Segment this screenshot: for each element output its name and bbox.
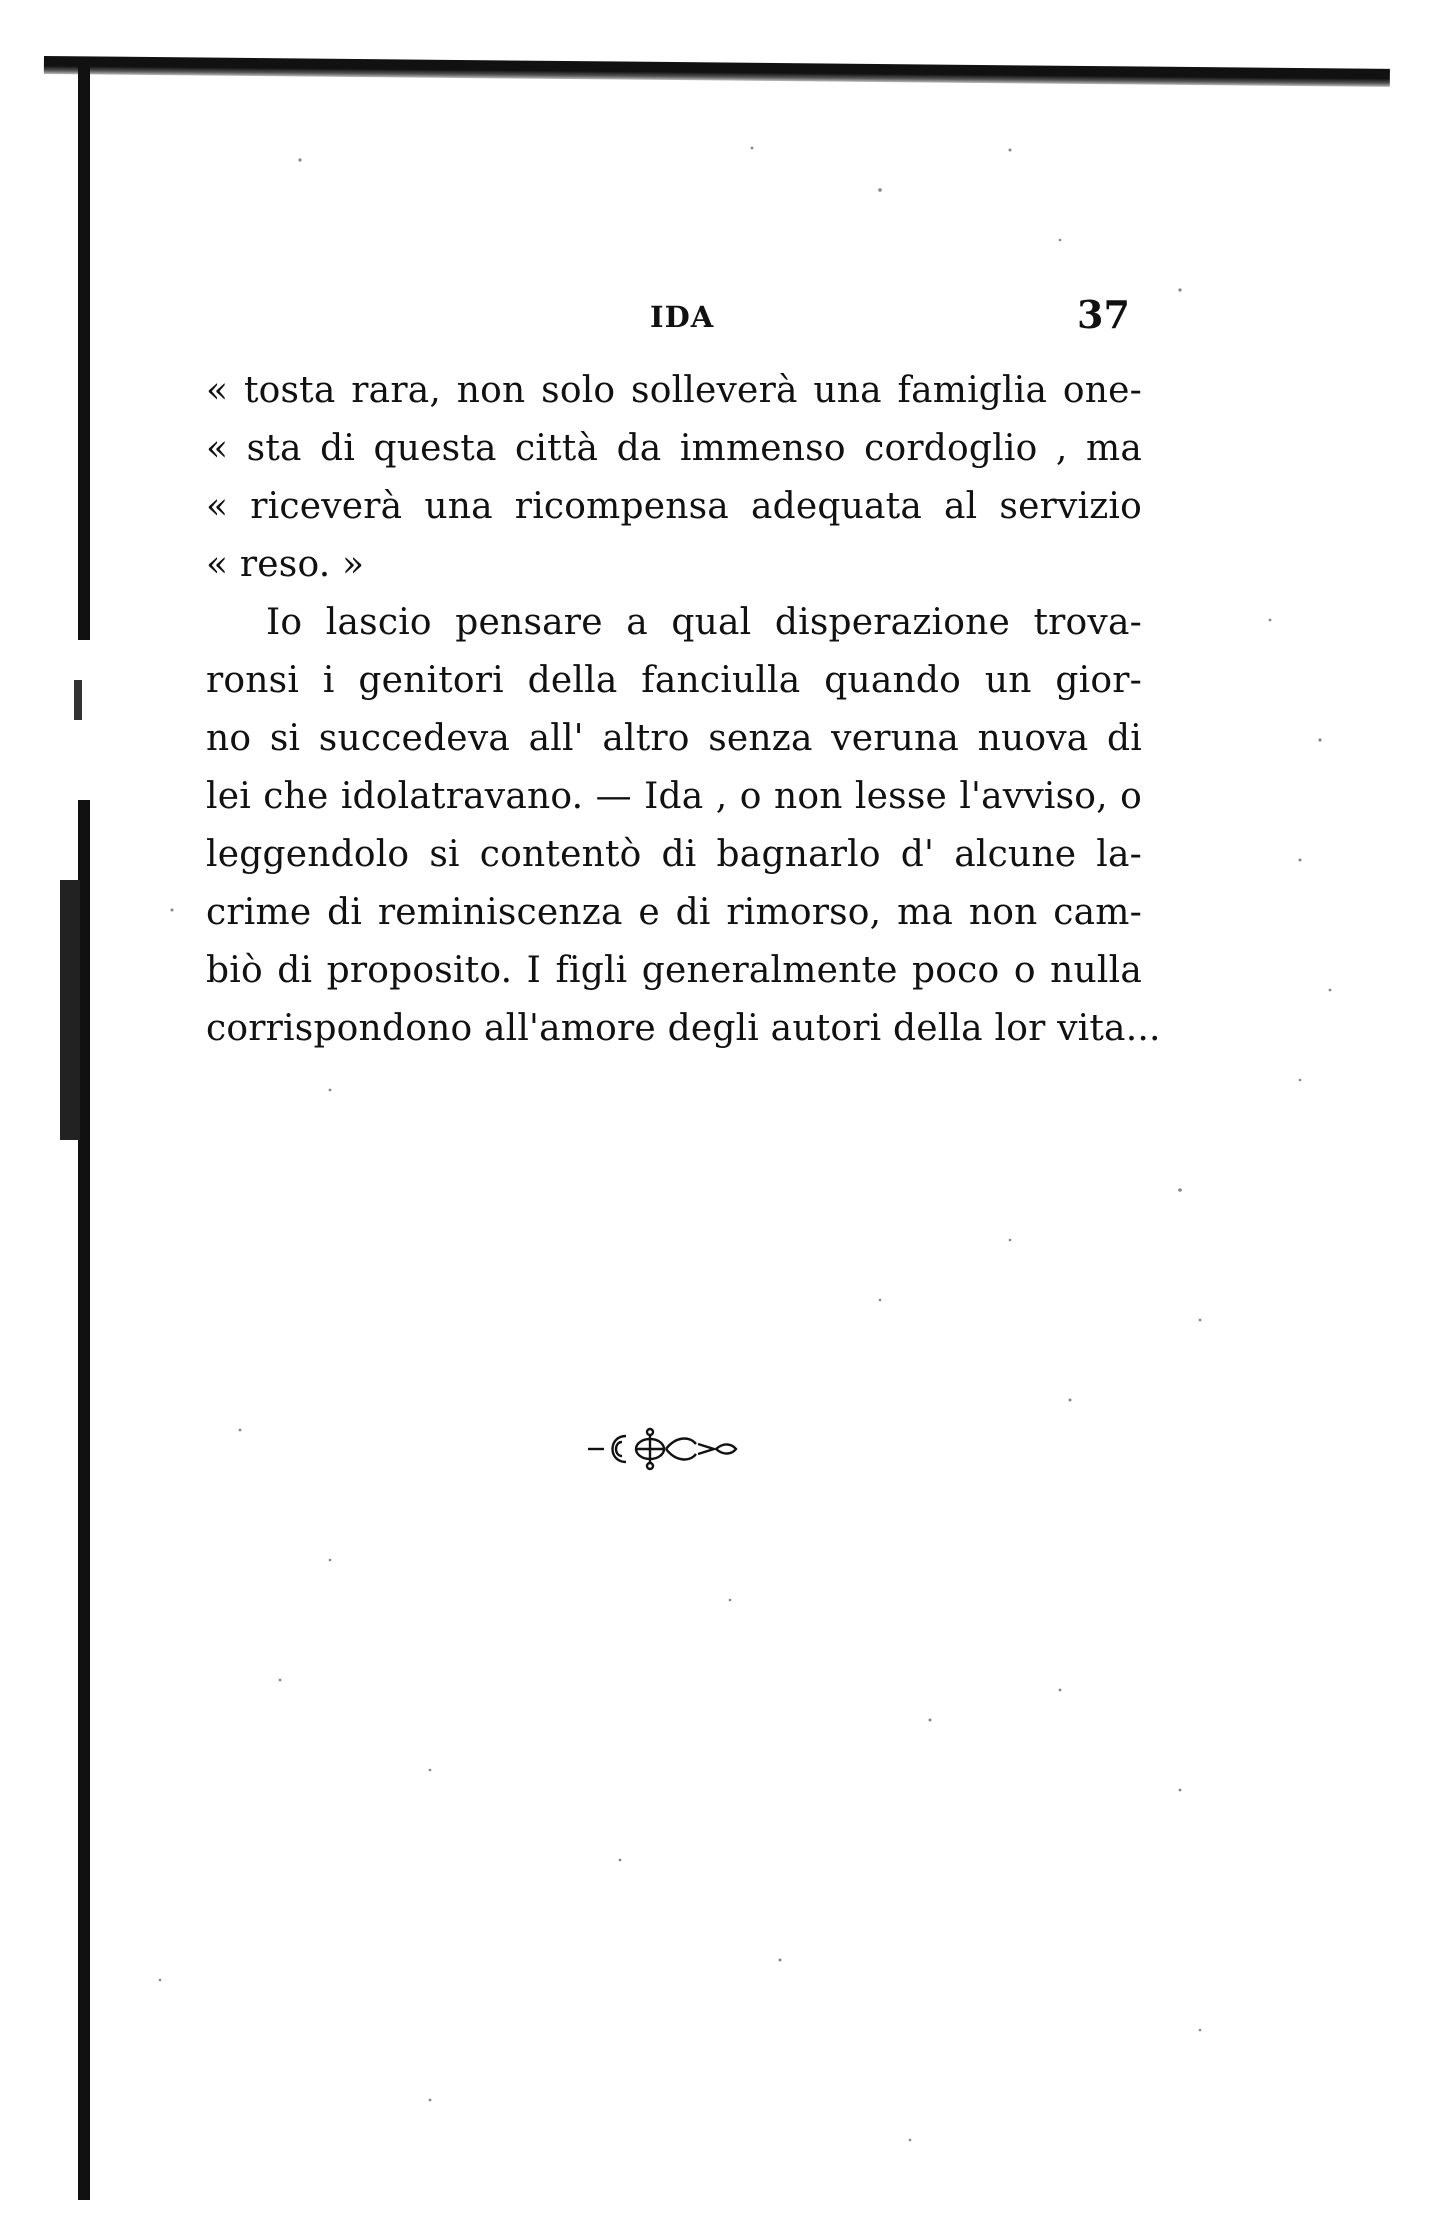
text-line: leggendolo si contentò di bagnarlo d' alcune la- — [206, 834, 1142, 875]
text-line: corrispondono all'amore degli autori della lor vita... — [206, 1008, 1161, 1049]
running-head — [0, 292, 1429, 340]
top-rule — [44, 56, 1390, 87]
text-line: biò di proposito. I figli generalmente poco o nulla — [206, 950, 1142, 991]
text-line: « sta di questa città da immenso cordoglio , ma — [206, 428, 1142, 469]
text-line: no si succedeva all' altro senza veruna nuova di — [206, 718, 1142, 759]
decorative-fleuron-icon — [586, 1424, 746, 1474]
text-line: lei che idolatravano. — Ida , o non lesse l'avviso, o — [206, 776, 1142, 817]
body-text — [206, 362, 1161, 1058]
running-title: IDA — [650, 300, 715, 334]
page-edge — [46, 60, 92, 2200]
text-line: « riceverà una ricompensa adequata al servizio — [206, 486, 1142, 527]
text-line: ronsi i genitori della fanciulla quando un gior- — [206, 660, 1142, 701]
text-line: « tosta rara, non solo solleverà una famiglia one- — [206, 370, 1142, 411]
text-line: crime di reminiscenza e di rimorso, ma non cam- — [206, 892, 1142, 933]
text-line: Io lascio pensare a qual disperazione trova- — [266, 602, 1142, 643]
text-line: « reso. » — [206, 544, 365, 585]
page-number: 37 — [1077, 292, 1130, 337]
